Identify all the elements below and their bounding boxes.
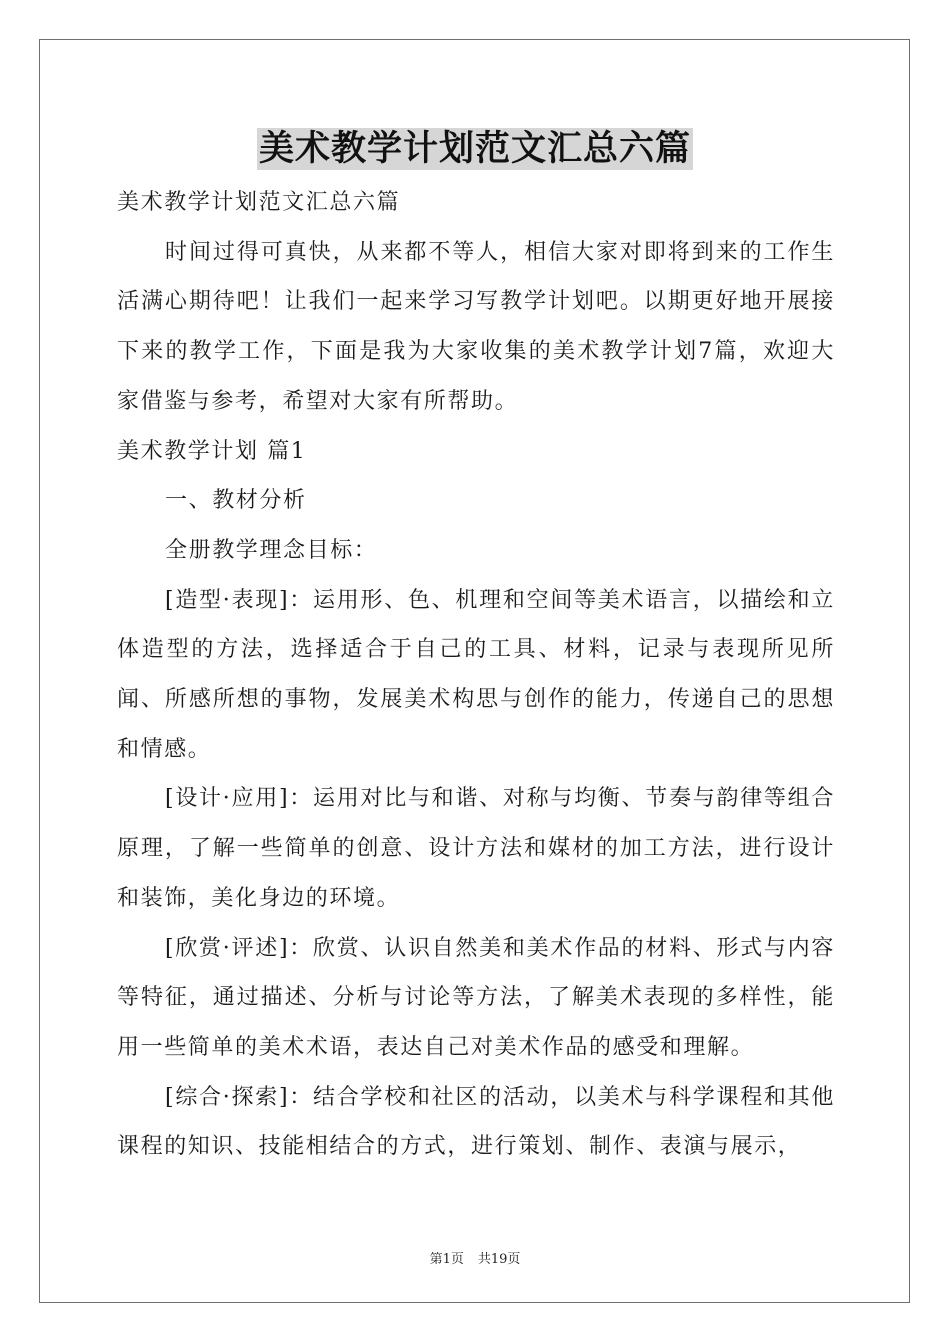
intro-paragraph: 时间过得可真快，从来都不等人，相信大家对即将到来的工作生活满心期待吧！让我们一起来学习写教学计划吧。以期更好地开展接下来的教学工作，下面是我为大家收集的美术教学计划7篇，欢迎大家借鉴与参考，希望对大家有所帮助。 bbox=[117, 239, 835, 414]
title-area bbox=[0, 128, 950, 170]
sub-heading: 一、教材分析 bbox=[165, 488, 307, 514]
paragraph-design: [设计·应用]：运用对比与和谐、对称与均衡、节奏与韵律等组合原理，了解一些简单的创意、设计方法和媒材的加工方法，进行设计和装饰，美化身边的环境。 bbox=[117, 786, 835, 911]
page-footer bbox=[0, 1248, 950, 1267]
goals-label: 全册教学理念目标： bbox=[165, 537, 378, 563]
document-title: 美术教学计划范文汇总六篇 bbox=[258, 128, 691, 169]
document-body bbox=[117, 178, 835, 1172]
paragraph-appreciation: [欣赏·评述]：欣赏、认识自然美和美术作品的材料、形式与内容等特征，通过描述、分析与讨论等方法，了解美术表现的多样性，能用一些简单的美术术语，表达自己对美术作品的感受和理解。 bbox=[117, 935, 835, 1060]
document-subtitle: 美术教学计划范文汇总六篇 bbox=[117, 190, 401, 215]
section-heading: 美术教学计划 篇1 bbox=[117, 438, 307, 464]
page-number: 第1页 bbox=[429, 1252, 464, 1267]
paragraph-exploration: [综合·探索]：结合学校和社区的活动，以美术与科学课程和其他课程的知识、技能相结合的方式，进行策划、制作、表演与展示， bbox=[117, 1084, 835, 1160]
paragraph-modeling: [造型·表现]：运用形、色、机理和空间等美术语言，以描绘和立体造型的方法，选择适合于自己的工具、材料，记录与表现所见所闻、所感所想的事物，发展美术构思与创作的能力，传递自己的思想和情感。 bbox=[117, 587, 835, 762]
page-total: 共19页 bbox=[477, 1252, 521, 1267]
